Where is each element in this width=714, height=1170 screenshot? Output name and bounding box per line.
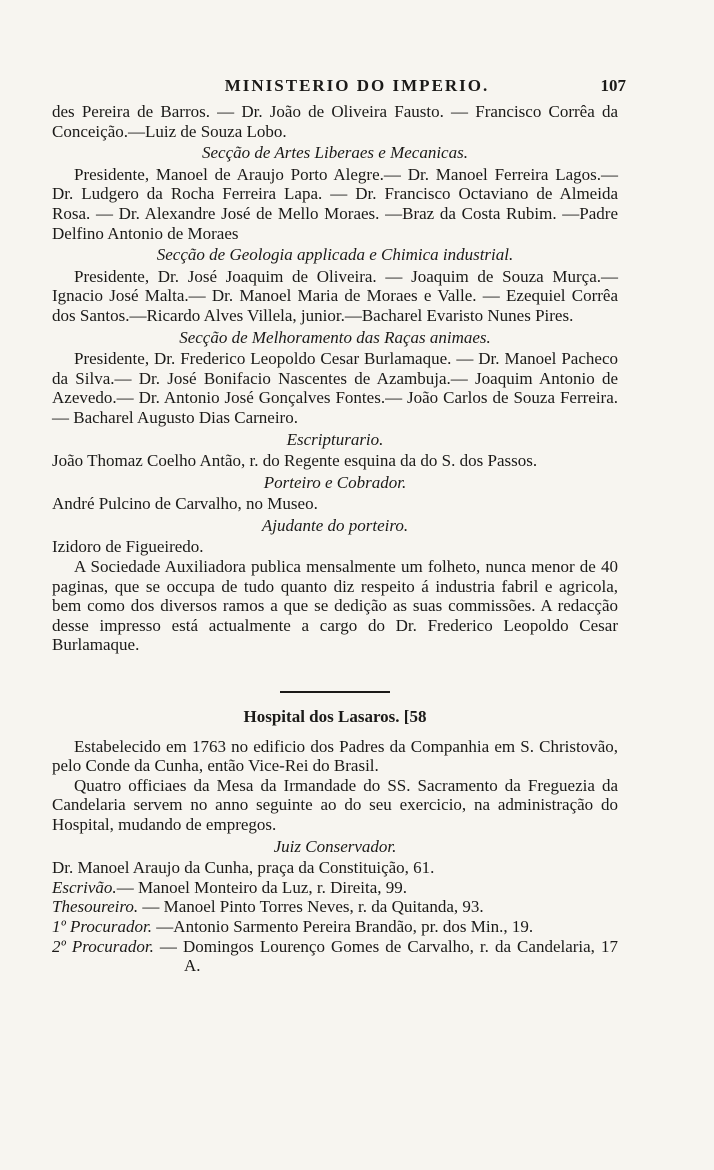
section-heading-porteiro: Porteiro e Cobrador. [263, 472, 407, 492]
section-paragraph-artes: Presidente, Manoel de Araujo Porto Alegre.— Dr. Manoel Ferreira Lagos.— Dr. Ludgero da Rocha Ferreira Lapa. — Dr. Francisco Octaviano de Almeida Rosa. — Dr. Alexandre José de Mello Moraes. —Braz da Costa Rubim. —Padre Delfino Antonio de Moraes [52, 164, 618, 243]
section-paragraph-geologia: Presidente, Dr. José Joaquim de Oliveira. — Joaquim de Souza Murça.— Ignacio José Malta.— Dr. Manoel Maria de Moraes e Valle. — Ezequiel Corrêa dos Santos.—Ricardo Alves Villela, junior.—Bacharel Evaristo Nunes Pires. [52, 266, 618, 325]
officer-text: — Manoel Pinto Torres Neves, r. da Quitanda, 93. [138, 897, 484, 917]
running-title: MINISTERIO DO IMPERIO. [224, 76, 490, 95]
officer-text: —Antonio Sarmento Pereira Brandão, pr. dos Min., 19. [152, 916, 534, 936]
officer-text: Dr. Manoel Araujo da Cunha, praça da Constituição, 61. [52, 858, 435, 878]
officer-entry [52, 917, 618, 937]
officer-entry [52, 937, 618, 976]
officer-role: 1º Procurador. [52, 916, 153, 936]
continuation-paragraph: des Pereira de Barros. — Dr. João de Oliveira Fausto. — Francisco Corrêa da Conceição.—Luiz de Souza Lobo. [52, 102, 618, 141]
hospital-paragraph: Quatro officiaes da Mesa da Irmandade do SS. Sacramento da Freguezia da Candelaria servem no anno seguinte ao do seu exercicio, na administração do Hospital, mudando de empregos. [52, 775, 618, 834]
hospital-paragraph: Estabelecido em 1763 no edificio dos Padres da Companhia em S. Christovão, pelo Conde da Cunha, então Vice-Rei do Brasil. [52, 736, 618, 776]
page-body [52, 102, 618, 976]
porteiro-entry: André Pulcino de Carvalho, no Museo. [52, 494, 318, 514]
officer-entry [52, 897, 618, 917]
officer-role: Thesoureiro. [52, 897, 139, 917]
page-number: 107 [600, 76, 626, 95]
section-heading-escripturario: Escripturario. [286, 429, 384, 449]
section-divider [52, 691, 618, 693]
officer-entry [52, 858, 618, 878]
section-paragraph-racas: Presidente, Dr. Frederico Leopoldo Cesar Burlamaque. — Dr. Manoel Pacheco da Silva.— Dr. José Bonifacio Nascentes de Azambuja.— Joaquim Antonio de Azevedo.— Dr. Antonio José Gonçalves Fontes.— João Carlos de Souza Ferreira. — Bacharel Augusto Dias Carneiro. [52, 349, 618, 427]
escripturario-entry: João Thomaz Coelho Antão, r. do Regente esquina da do S. dos Passos. [52, 451, 538, 471]
page-header [0, 72, 714, 102]
sociedade-paragraph: A Sociedade Auxiliadora publica mensalmente um folheto, nunca menor de 40 paginas, que se occupa de tudo quanto diz respeito á industria fabril e agricola, bem como dos diversos ramos a que se dedição as suas commissões. A redacção desse impresso está actualmente a cargo do Dr. Frederico Leopoldo Cesar Burlamaque. [52, 557, 618, 655]
officer-text: — Manoel Monteiro da Luz, r. Direita, 99. [116, 877, 408, 897]
hospital-title: Hospital dos Lasaros. [58 [243, 707, 427, 727]
section-heading-artes: Secção de Artes Liberaes e Mecanicas. [202, 143, 468, 163]
section-heading-racas: Secção de Melhoramento das Raças animaes. [179, 327, 491, 347]
ajudante-entry: Izidoro de Figueiredo. [52, 537, 204, 557]
hospital-subheading: Juiz Conservador. [273, 836, 397, 856]
section-heading-ajudante: Ajudante do porteiro. [261, 515, 409, 535]
officer-role: Escrivão. [52, 877, 117, 897]
officer-entry [52, 878, 618, 898]
section-heading-geologia: Secção de Geologia applicada e Chimica industrial. [156, 245, 514, 265]
officer-text: — Domingos Lourenço Gomes de Carvalho, r. da Candelaria, 17 A. [153, 936, 618, 976]
officer-role: 2º Procurador. [52, 936, 154, 956]
